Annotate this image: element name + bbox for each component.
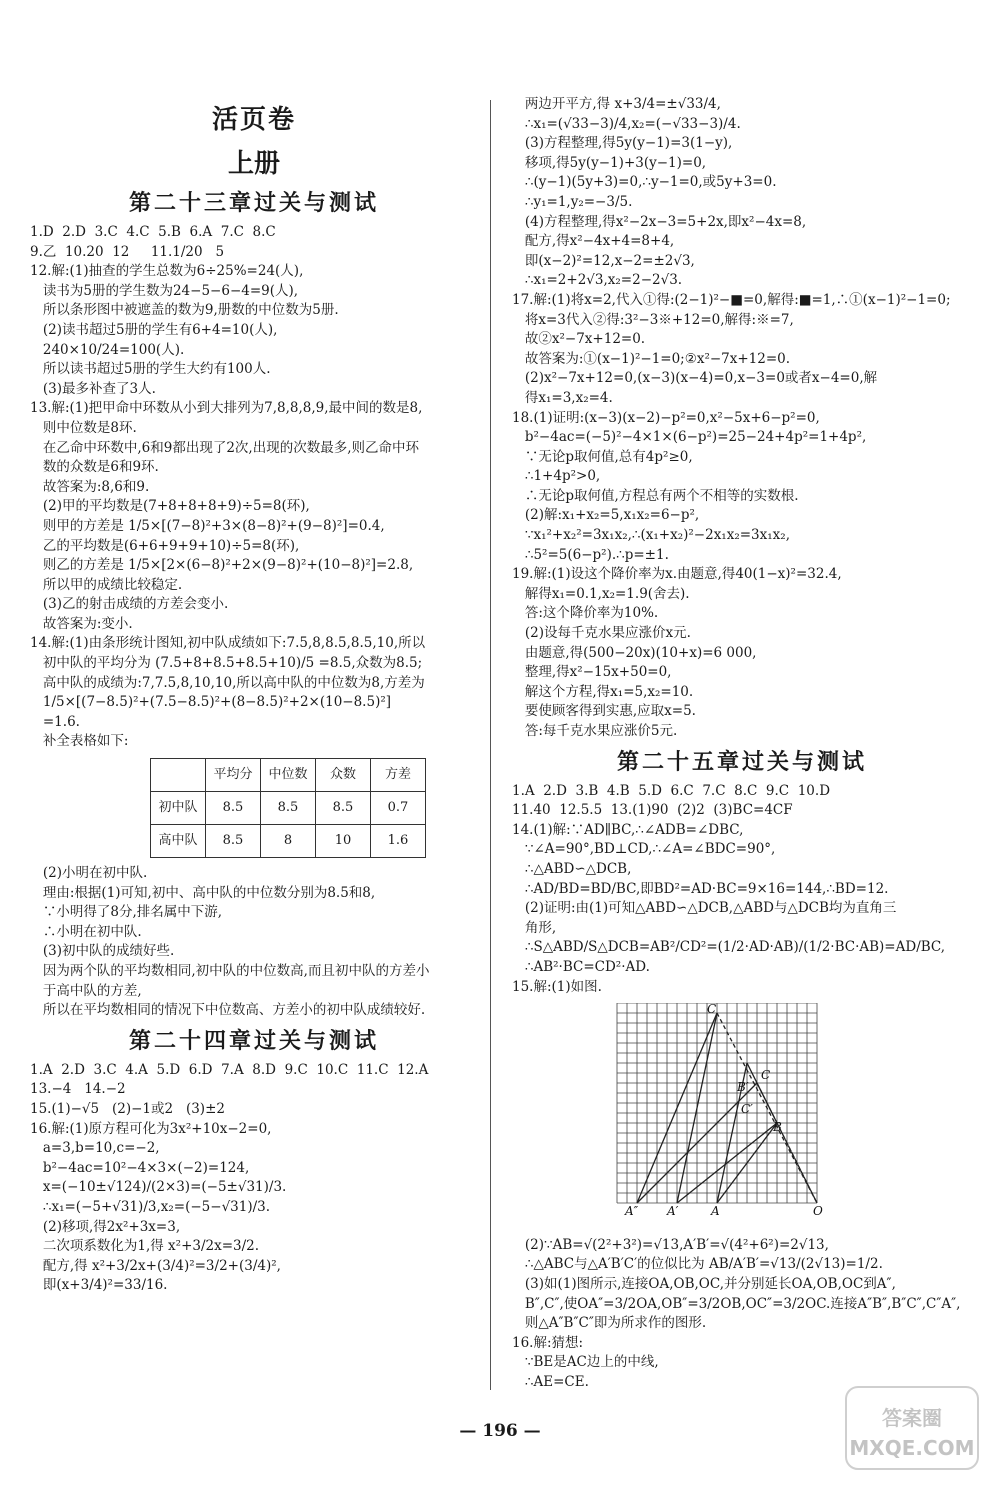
answer-line: 所以条形图中被遮盖的数为9,册数的中位数为5册. xyxy=(30,302,339,319)
answer-line: 故②x²−7x+12=0. xyxy=(512,331,646,348)
answer-line: 配方,得x²−4x+4=8+4, xyxy=(512,233,675,250)
answer-line: (4)方程整理,得x²−2x−3=5+2x,即x²−4x=8, xyxy=(512,213,807,230)
answer-line: 则乙的方差是 1/5×[2×(6−8)²+2×(9−8)²+(10−8)²]=2.8, xyxy=(30,557,414,574)
answer-line: (2)解:x₁+x₂=5,x₁x₂=6−p², xyxy=(512,507,700,524)
answer-line: 由题意,得(500−20x)(10+x)=6 000, xyxy=(512,644,757,661)
answer-line: 理由:根据(1)可知,初中、高中队的中位数分别为8.5和8, xyxy=(30,884,376,901)
chapter-25-answers xyxy=(512,782,972,998)
answer-line: 乙的平均数是(6+6+9+9+10)÷5=8(环), xyxy=(30,537,300,554)
answer-line: 所以甲的成绩比较稳定. xyxy=(30,576,183,593)
answer-line: ∴AD/BD=BD/BC,即BD²=AD·BC=9×16=144,∴BD=12. xyxy=(512,880,889,897)
question-16-to-19-answers xyxy=(512,95,972,742)
answer-line: 11.40 12.5.5 13.(1)90 (2)2 (3)BC=4CF xyxy=(512,802,793,819)
answer-line: ∵∠A=90°,BD⊥CD,∴∠A=∠BDC=90°, xyxy=(512,841,776,858)
answer-line: ∴5²=5(6−p²).∴p=±1. xyxy=(512,546,669,563)
answer-line: 答:这个降价率为10%. xyxy=(512,605,659,622)
figure-label: A xyxy=(711,1204,720,1219)
answer-line: 故答案为:①(x−1)²−1=0;②x²−7x+12=0. xyxy=(512,350,791,367)
answer-line: 答:每千克水果应涨价5元. xyxy=(512,723,678,739)
figure-label: A″ xyxy=(625,1204,639,1219)
answer-line: ∵无论p取何值,总有4p²≥0, xyxy=(512,448,693,465)
answer-line: 故答案为:8,6和9. xyxy=(30,478,150,495)
answer-line: ∴x₁=2+2√3,x₂=2−2√3. xyxy=(512,272,683,289)
answer-line: 角形, xyxy=(512,919,557,936)
answer-line: 在乙命中环数中,6和9都出现了2次,出现的次数最多,则乙命中环 xyxy=(30,439,420,456)
answer-line: 15.(1)−√5 (2)−1或2 (3)±2 xyxy=(30,1100,225,1117)
table-row xyxy=(151,825,426,858)
left-column xyxy=(30,95,478,1296)
table-cell: 0.7 xyxy=(371,792,426,825)
answer-line: 1.A 2.D 3.C 4.A 5.D 6.D 7.A 8.D 9.C 10.C 11.C 12.A xyxy=(30,1061,429,1078)
table-cell: 方差 xyxy=(371,759,426,792)
answer-line: x=(−10±√124)/(2×3)=(−5±√31)/3. xyxy=(30,1179,287,1196)
question-14-continued xyxy=(30,864,478,1021)
answer-line: 高中队的成绩为:7,7.5,8,10,10,所以高中队的中位数为8,方差为 xyxy=(30,674,425,691)
table-cell: 平均分 xyxy=(206,759,261,792)
answer-line: (2)x²−7x+12=0,(x−3)(x−4)=0,x−3=0或者x−4=0,解 xyxy=(512,370,878,387)
answer-line: (2)设每千克水果应涨价x元. xyxy=(512,625,691,642)
answer-line: 16.解:(1)原方程可化为3x²+10x−2=0, xyxy=(30,1120,272,1137)
answer-line: (2)∵AB=√(2²+3²)=√13,A′B′=√(4²+6²)=2√13, xyxy=(512,1236,829,1253)
page-subtitle: 上册 xyxy=(227,149,280,179)
figure-label: B xyxy=(773,1120,782,1135)
answer-line: 15.解:(1)如图. xyxy=(512,978,602,995)
answer-line: 补全表格如下: xyxy=(30,733,129,750)
page-number: — 196 — xyxy=(459,1421,541,1441)
table-cell: 高中队 xyxy=(151,825,206,858)
answer-line: 19.解:(1)设这个降价率为x.由题意,得40(1−x)²=32.4, xyxy=(512,566,842,583)
chapter-24-answers xyxy=(30,1061,478,1296)
chapter-24-heading: 第二十四章过关与测试 xyxy=(128,1028,379,1054)
table-cell: 1.6 xyxy=(371,825,426,858)
table-header-row xyxy=(151,759,426,792)
answer-line: 两边开平方,得 x+3/4=±√33/4, xyxy=(512,96,721,112)
answer-line: ∴S△ABD/S△DCB=AB²/CD²=(1/2·AD·AB)/(1/2·BC·AB)=AD/BC, xyxy=(512,939,946,956)
answer-line: (3)最多补查了3人. xyxy=(30,380,156,397)
svg-text:答案圈: 答案圈 xyxy=(882,1406,942,1430)
table-cell: 初中队 xyxy=(151,792,206,825)
answer-line: =1.6. xyxy=(30,713,80,730)
answer-line: (3)乙的射击成绩的方差会变小. xyxy=(30,596,229,613)
answer-line: 解这个方程,得x₁=5,x₂=10. xyxy=(512,683,694,700)
answer-line: 13.解:(1)把甲命中环数从小到大排列为7,8,8,8,9,最中间的数是8, xyxy=(30,400,423,417)
answer-line: ∴小明在初中队. xyxy=(30,923,142,940)
chapter-23-heading: 第二十三章过关与测试 xyxy=(128,191,379,216)
answer-line: 二次项系数化为1,得 x²+3/2x=3/2. xyxy=(30,1238,260,1255)
table-cell: 众数 xyxy=(316,759,371,792)
figure-label: C xyxy=(707,1003,717,1017)
answer-line: 13.−4 14.−2 xyxy=(30,1081,126,1098)
answer-line: (3)方程整理,得5y(y−1)=3(1−y), xyxy=(512,135,733,152)
answer-line: ∴(y−1)(5y+3)=0,∴y−1=0,或5y+3=0. xyxy=(512,174,777,191)
answer-line: ∴x₁=(−5+√31)/3,x₂=(−5−√31)/3. xyxy=(30,1198,271,1215)
answer-line: 于高中队的方差, xyxy=(30,982,142,999)
right-column xyxy=(512,95,972,1392)
figure-label: C xyxy=(761,1068,771,1083)
answer-line: ∴△ABC与△A′B′C′的位似比为 AB/A′B′=√13/(2√13)=1/2. xyxy=(512,1256,883,1273)
figure-label: C′ xyxy=(741,1102,753,1117)
svg-text:MXQE.COM: MXQE.COM xyxy=(849,1436,975,1460)
answer-line: ∴AB²·BC=CD²·AD. xyxy=(512,958,650,975)
chapter-25-heading: 第二十五章过关与测试 xyxy=(616,749,867,775)
table-cell: 8.5 xyxy=(206,792,261,825)
answer-line: 读书为5册的学生数为24−5−6−4=9(人), xyxy=(30,282,299,299)
table-cell xyxy=(151,759,206,792)
answer-line: ∴1+4p²>0, xyxy=(512,468,601,485)
answer-line: 因为两个队的平均数相同,初中队的中位数高,而且初中队的方差小 xyxy=(30,963,430,979)
question-15-16-answers xyxy=(512,1236,972,1393)
column-divider xyxy=(490,100,491,1390)
answer-line: (2)甲的平均数是(7+8+8+8+9)÷5=8(环), xyxy=(30,498,310,515)
answer-line: 移项,得5y(y−1)+3(y−1)=0, xyxy=(512,154,707,171)
answer-line: 12.解:(1)抽查的学生总数为6÷25%=24(人), xyxy=(30,263,304,280)
figure-label: B′ xyxy=(737,1080,749,1095)
answer-line: ∴x₁=(√33−3)/4,x₂=(−√33−3)/4. xyxy=(512,115,741,132)
similarity-grid-figure xyxy=(607,1003,972,1230)
answer-line: 14.(1)解:∵AD∥BC,∴∠ADB=∠DBC, xyxy=(512,821,744,838)
answer-line: 1.D 2.D 3.C 4.C 5.B 6.A 7.C 8.C xyxy=(30,224,276,240)
answer-line: (2)读书超过5册的学生有6+4=10(人), xyxy=(30,321,278,338)
answer-line: a=3,b=10,c=−2, xyxy=(30,1140,160,1157)
table-cell: 8.5 xyxy=(316,792,371,825)
table-row xyxy=(151,792,426,825)
answer-line: 整理,得x²−15x+50=0, xyxy=(512,664,672,681)
table-cell: 8.5 xyxy=(261,792,316,825)
answer-line: 配方,得 x²+3/2x+(3/4)²=3/2+(3/4)², xyxy=(30,1257,281,1274)
answer-line: B″,C″,使OA″=3/2OA,OB″=3/2OB,OC″=3/2OC.连接A″B″,B″C″,C″A″, xyxy=(512,1295,961,1312)
answer-line: 解得x₁=0.1,x₂=1.9(舍去). xyxy=(512,585,690,602)
answer-line: 所以在平均数相同的情况下中位数高、方差小的初中队成绩较好. xyxy=(30,1002,426,1019)
answer-line: ∴无论p取何值,方程总有两个不相等的实数根. xyxy=(512,487,799,504)
score-table xyxy=(150,758,426,858)
answer-line: ∴△ABD∽△DCB, xyxy=(512,860,632,877)
answer-line: 9.乙 10.20 12 11.1/20 5 xyxy=(30,243,225,260)
figure-label: A′ xyxy=(667,1204,679,1219)
answer-line: ∴AE=CE. xyxy=(512,1373,589,1390)
answer-line: 则△A″B″C″即为所求作的图形. xyxy=(512,1315,707,1332)
answer-line: 即(x+3/4)²=33/16. xyxy=(30,1277,168,1294)
answer-line: 18.(1)证明:(x−3)(x−2)−p²=0,x²−5x+6−p²=0, xyxy=(512,409,820,426)
answer-line: 数的众数是6和9环. xyxy=(30,459,159,476)
answer-line: b²−4ac=(−5)²−4×1×(6−p²)=25−24+4p²=1+4p², xyxy=(512,429,867,446)
answer-line: 即(x−2)²=12,x−2=±2√3, xyxy=(512,252,695,269)
answer-line: b²−4ac=10²−4×3×(−2)=124, xyxy=(30,1159,250,1176)
answer-line: 得x₁=3,x₂=4. xyxy=(512,389,613,406)
answer-line: 则中位数是8环. xyxy=(30,419,137,436)
answer-line: ∵BE是AC边上的中线, xyxy=(512,1354,659,1371)
grid-figure-svg xyxy=(607,1003,827,1223)
answer-line: (2)证明:由(1)可知△ABD∽△DCB,△ABD与△DCB均为直角三 xyxy=(512,900,897,917)
figure-label: O xyxy=(813,1204,823,1219)
table-cell: 8.5 xyxy=(206,825,261,858)
answer-line: ∵小明得了8分,排名属中下游, xyxy=(30,904,223,921)
answer-line: 1.A 2.D 3.B 4.B 5.D 6.C 7.C 8.C 9.C 10.D xyxy=(512,782,831,799)
table-cell: 10 xyxy=(316,825,371,858)
answer-line: (3)如(1)图所示,连接OA,OB,OC,并分别延长OA,OB,OC到A″, xyxy=(512,1275,896,1292)
table-cell: 中位数 xyxy=(261,759,316,792)
answer-line: (3)初中队的成绩好些. xyxy=(30,943,175,960)
answer-line: 所以读书超过5册的学生大约有100人. xyxy=(30,361,271,378)
answer-line: 1/5×[(7−8.5)²+(7.5−8.5)²+(8−8.5)²+2×(10−8.5)²] xyxy=(30,694,392,711)
answer-line: 17.解:(1)将x=2,代入①得:(2−1)²−■=0,解得:■=1,∴①(x−1)²−1=0; xyxy=(512,291,951,308)
chapter-23-answers xyxy=(30,223,478,752)
answer-line: ∵x₁²+x₂²=3x₁x₂,∴(x₁+x₂)²−2x₁x₂=3x₁x₂, xyxy=(512,527,790,544)
answer-line: 初中队的平均分为 (7.5+8+8.5+8.5+10)/5 =8.5,众数为8.5; xyxy=(30,655,423,672)
answer-line: 14.解:(1)由条形统计图知,初中队成绩如下:7.5,8,8.5,8.5,10,所以 xyxy=(30,635,426,652)
answer-line: 故答案为:变小. xyxy=(30,615,133,632)
answer-line: 要使顾客得到实惠,应取x=5. xyxy=(512,703,696,720)
answer-line: 16.解:猜想: xyxy=(512,1334,584,1351)
watermark-logo xyxy=(842,1383,982,1473)
answer-line: 240×10/24=100(人). xyxy=(30,341,185,358)
answer-line: (2)小明在初中队. xyxy=(30,865,148,882)
answer-line: 将x=3代入②得:3²−3※+12=0,解得:※=7, xyxy=(512,311,794,328)
answer-line: (2)移项,得2x²+3x=3, xyxy=(30,1218,181,1235)
answer-line: ∴y₁=1,y₂=−3/5. xyxy=(512,193,633,210)
table-cell: 8 xyxy=(261,825,316,858)
answer-line: 则甲的方差是 1/5×[(7−8)²+3×(8−8)²+(9−8)²]=0.4, xyxy=(30,517,385,534)
page-title: 活页卷 xyxy=(211,105,296,135)
